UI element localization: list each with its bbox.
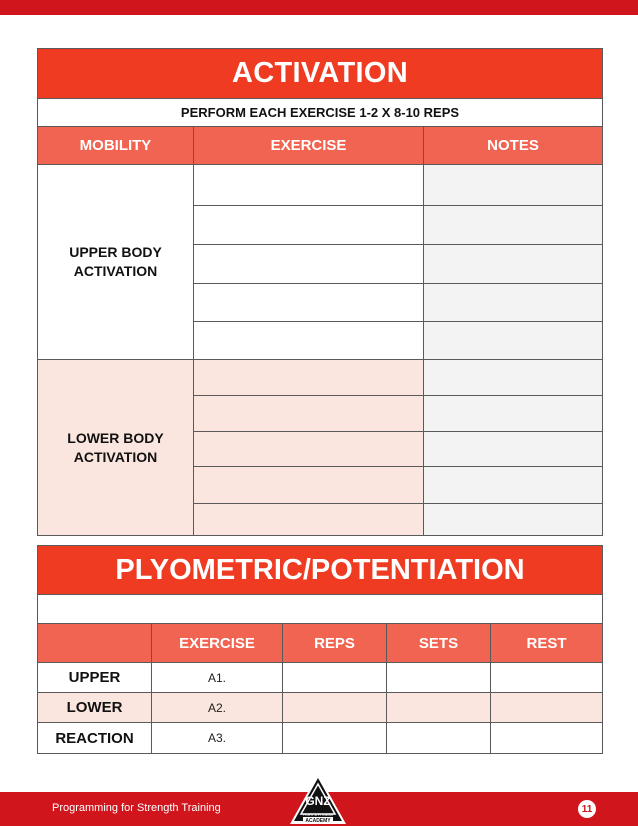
- notes-cell[interactable]: [424, 165, 602, 205]
- page-number: 11: [578, 800, 596, 818]
- activation-header-row: [38, 127, 602, 165]
- table-row: [194, 396, 602, 432]
- notes-cell[interactable]: [424, 245, 602, 283]
- plyometric-header-row: [38, 624, 602, 663]
- plyometric-blank-row[interactable]: [38, 595, 602, 624]
- svg-text:ACADEMY: ACADEMY: [305, 818, 331, 824]
- activation-subtitle: PERFORM EACH EXERCISE 1-2 X 8-10 REPS: [38, 99, 602, 127]
- activation-table: [37, 48, 603, 536]
- lower-body-label: [38, 360, 194, 535]
- row-label-reaction: REACTION: [38, 723, 152, 753]
- notes-cell[interactable]: [424, 467, 602, 503]
- exercise-cell[interactable]: A2.: [152, 693, 283, 722]
- notes-cell[interactable]: [424, 360, 602, 395]
- table-row: [38, 693, 602, 723]
- table-row: [194, 206, 602, 245]
- table-row: [194, 504, 602, 535]
- notes-cell[interactable]: [424, 322, 602, 359]
- exercise-cell[interactable]: [194, 467, 424, 503]
- notes-cell[interactable]: [424, 284, 602, 321]
- exercise-cell[interactable]: [194, 284, 424, 321]
- reps-cell[interactable]: [283, 693, 387, 722]
- svg-text:GNZ: GNZ: [305, 794, 331, 808]
- table-row: [194, 284, 602, 322]
- exercise-cell[interactable]: [194, 432, 424, 466]
- exercise-cell[interactable]: [194, 165, 424, 205]
- rest-cell[interactable]: [491, 693, 602, 722]
- academy-logo-icon: [288, 772, 348, 826]
- header-rest: REST: [526, 634, 567, 652]
- rest-cell[interactable]: [491, 663, 602, 692]
- exercise-cell[interactable]: A1.: [152, 663, 283, 692]
- upper-body-rows: [194, 165, 602, 359]
- svg-text:FIGHT & FITNESS: FIGHT & FITNESS: [303, 813, 333, 817]
- notes-cell[interactable]: [424, 396, 602, 431]
- reps-cell[interactable]: [283, 663, 387, 692]
- row-label-upper: UPPER: [38, 663, 152, 692]
- upper-body-label-line1: UPPER BODY: [69, 244, 162, 260]
- upper-body-label-line2: ACTIVATION: [73, 263, 158, 279]
- header-notes: NOTES: [487, 137, 539, 154]
- sets-cell[interactable]: [387, 663, 491, 692]
- plyometric-title: PLYOMETRIC/POTENTIATION: [38, 546, 602, 595]
- header-blank: [38, 624, 152, 662]
- table-row: [194, 432, 602, 467]
- table-row: [38, 663, 602, 693]
- lower-body-label-line2: ACTIVATION: [73, 448, 158, 465]
- header-reps: REPS: [283, 624, 387, 662]
- upper-body-group: [38, 165, 602, 360]
- header-exercise: EXERCISE: [152, 624, 283, 662]
- notes-cell[interactable]: [424, 504, 602, 535]
- notes-cell[interactable]: [424, 206, 602, 244]
- header-exercise: EXERCISE: [194, 127, 424, 164]
- notes-cell[interactable]: [424, 432, 602, 466]
- sets-cell[interactable]: [387, 693, 491, 722]
- top-bar: [0, 0, 638, 15]
- reps-cell[interactable]: [283, 723, 387, 753]
- activation-title: ACTIVATION: [38, 49, 602, 99]
- lower-body-label-line1: LOWER BODY: [67, 429, 164, 446]
- lower-body-group: [38, 360, 602, 535]
- exercise-cell[interactable]: [194, 360, 424, 395]
- exercise-cell[interactable]: A3.: [152, 723, 283, 753]
- header-mobility: MOBILITY: [38, 127, 194, 164]
- footer-title: Programming for Strength Training: [52, 802, 221, 814]
- table-row: [194, 360, 602, 396]
- rest-cell[interactable]: [491, 723, 602, 753]
- lower-body-rows: [194, 360, 602, 535]
- exercise-cell[interactable]: [194, 322, 424, 359]
- exercise-cell[interactable]: [194, 245, 424, 283]
- exercise-cell[interactable]: [194, 206, 424, 244]
- sets-cell[interactable]: [387, 723, 491, 753]
- upper-body-label: [38, 165, 194, 359]
- row-label-lower: LOWER: [38, 693, 152, 722]
- table-row: [194, 467, 602, 504]
- plyometric-table: [37, 545, 603, 754]
- table-row: [194, 165, 602, 206]
- table-row: [194, 245, 602, 284]
- header-sets: SETS: [387, 624, 491, 662]
- table-row: [194, 322, 602, 359]
- exercise-cell[interactable]: [194, 396, 424, 431]
- exercise-cell[interactable]: [194, 504, 424, 535]
- table-row: [38, 723, 602, 753]
